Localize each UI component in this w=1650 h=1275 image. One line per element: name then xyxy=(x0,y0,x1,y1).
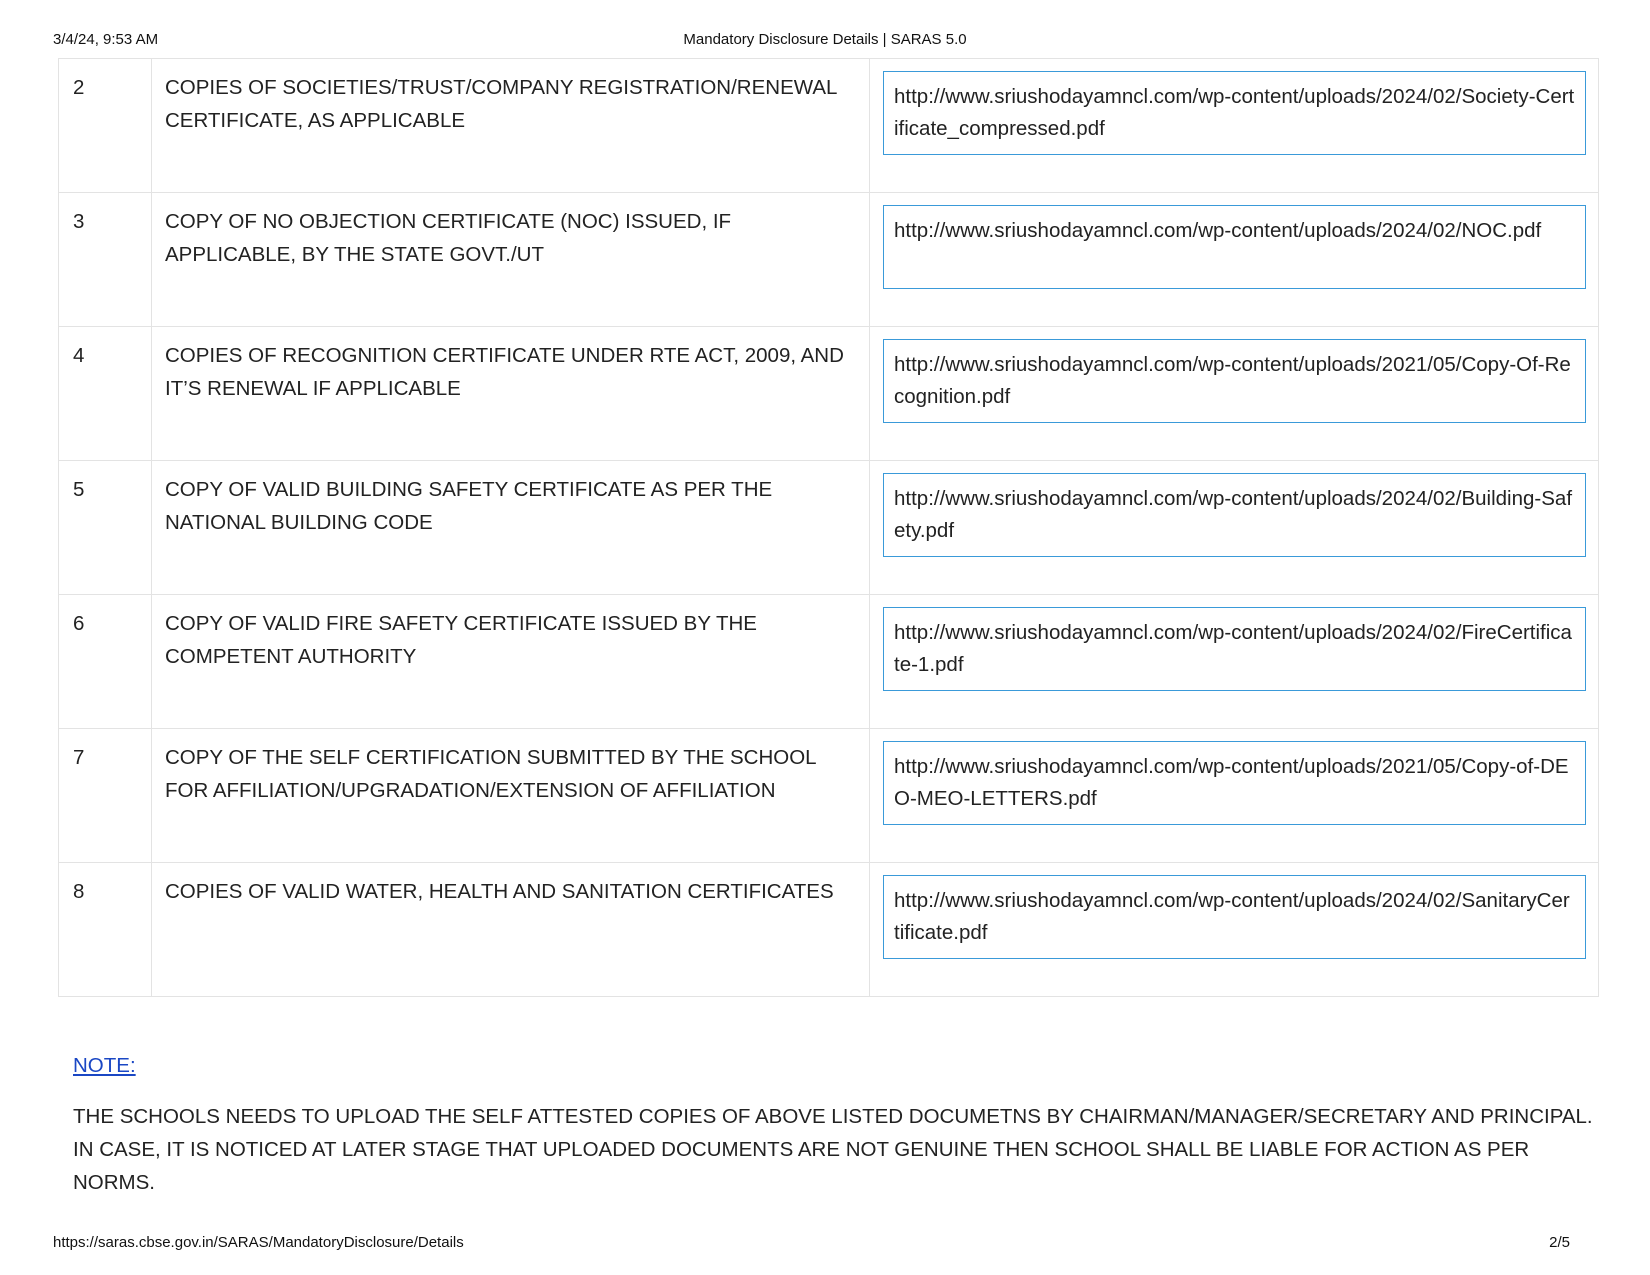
document-link-field[interactable]: http://www.sriushodayamncl.com/wp-content/uploads/2024/02/NOC.pdf xyxy=(883,205,1586,289)
row-number: 4 xyxy=(59,327,152,461)
row-link-cell xyxy=(870,729,1599,863)
note-text: THE SCHOOLS NEEDS TO UPLOAD THE SELF ATTESTED COPIES OF ABOVE LISTED DOCUMETNS BY CHAIRMAN/MANAGER/SECRETARY AND PRINCIPAL. IN CASE, IT IS NOTICED AT LATER STAGE THAT UPLOADED DOCUMENTS ARE NOT GENUINE THEN SCHOOL SHALL BE LIABLE FOR ACTION AS PER NORMS. xyxy=(73,1105,1593,1194)
row-description: COPIES OF SOCIETIES/TRUST/COMPANY REGISTRATION/RENEWAL CERTIFICATE, AS APPLICABLE xyxy=(152,59,870,193)
row-number: 5 xyxy=(59,461,152,595)
document-link-field[interactable]: http://www.sriushodayamncl.com/wp-content/uploads/2021/05/Copy-of-DEO-MEO-LETTERS.pdf xyxy=(883,741,1586,825)
document-link-field[interactable]: http://www.sriushodayamncl.com/wp-content/uploads/2024/02/SanitaryCertificate.pdf xyxy=(883,875,1586,959)
print-url: https://saras.cbse.gov.in/SARAS/MandatoryDisclosure/Details xyxy=(53,1234,464,1251)
document-link-field[interactable]: http://www.sriushodayamncl.com/wp-content/uploads/2024/02/Building-Safety.pdf xyxy=(883,473,1586,557)
row-number: 6 xyxy=(59,595,152,729)
row-link-cell xyxy=(870,59,1599,193)
print-page-title: Mandatory Disclosure Details | SARAS 5.0 xyxy=(683,31,967,48)
document-link-field[interactable]: http://www.sriushodayamncl.com/wp-content/uploads/2024/02/FireCertificate-1.pdf xyxy=(883,607,1586,691)
row-description: COPY OF NO OBJECTION CERTIFICATE (NOC) ISSUED, IF APPLICABLE, BY THE STATE GOVT./UT xyxy=(152,193,870,327)
table-row xyxy=(59,729,1599,863)
row-link-cell xyxy=(870,595,1599,729)
document-link-field[interactable]: http://www.sriushodayamncl.com/wp-content/uploads/2021/05/Copy-Of-Recognition.pdf xyxy=(883,339,1586,423)
row-description: COPY OF VALID FIRE SAFETY CERTIFICATE ISSUED BY THE COMPETENT AUTHORITY xyxy=(152,595,870,729)
row-description: COPY OF THE SELF CERTIFICATION SUBMITTED BY THE SCHOOL FOR AFFILIATION/UPGRADATION/EXTENSION OF AFFILIATION xyxy=(152,729,870,863)
documents-table xyxy=(58,58,1599,997)
row-description: COPIES OF RECOGNITION CERTIFICATE UNDER RTE ACT, 2009, AND IT’S RENEWAL IF APPLICABLE xyxy=(152,327,870,461)
row-description: COPIES OF VALID WATER, HEALTH AND SANITATION CERTIFICATES xyxy=(152,863,870,997)
row-number: 2 xyxy=(59,59,152,193)
row-link-cell xyxy=(870,863,1599,997)
print-datetime: 3/4/24, 9:53 AM xyxy=(53,31,159,48)
note-link[interactable]: NOTE: xyxy=(73,1054,136,1077)
row-number: 3 xyxy=(59,193,152,327)
print-page-number: 2/5 xyxy=(1549,1234,1570,1251)
row-link-cell xyxy=(870,193,1599,327)
table-row xyxy=(59,327,1599,461)
row-link-cell xyxy=(870,327,1599,461)
table-row xyxy=(59,193,1599,327)
row-number: 7 xyxy=(59,729,152,863)
table-row xyxy=(59,461,1599,595)
table-row xyxy=(59,59,1599,193)
table-row xyxy=(59,595,1599,729)
row-number: 8 xyxy=(59,863,152,997)
document-link-field[interactable]: http://www.sriushodayamncl.com/wp-content/uploads/2024/02/Society-Certificate_compressed.pdf xyxy=(883,71,1586,155)
row-description: COPY OF VALID BUILDING SAFETY CERTIFICATE AS PER THE NATIONAL BUILDING CODE xyxy=(152,461,870,595)
row-link-cell xyxy=(870,461,1599,595)
table-row xyxy=(59,863,1599,997)
